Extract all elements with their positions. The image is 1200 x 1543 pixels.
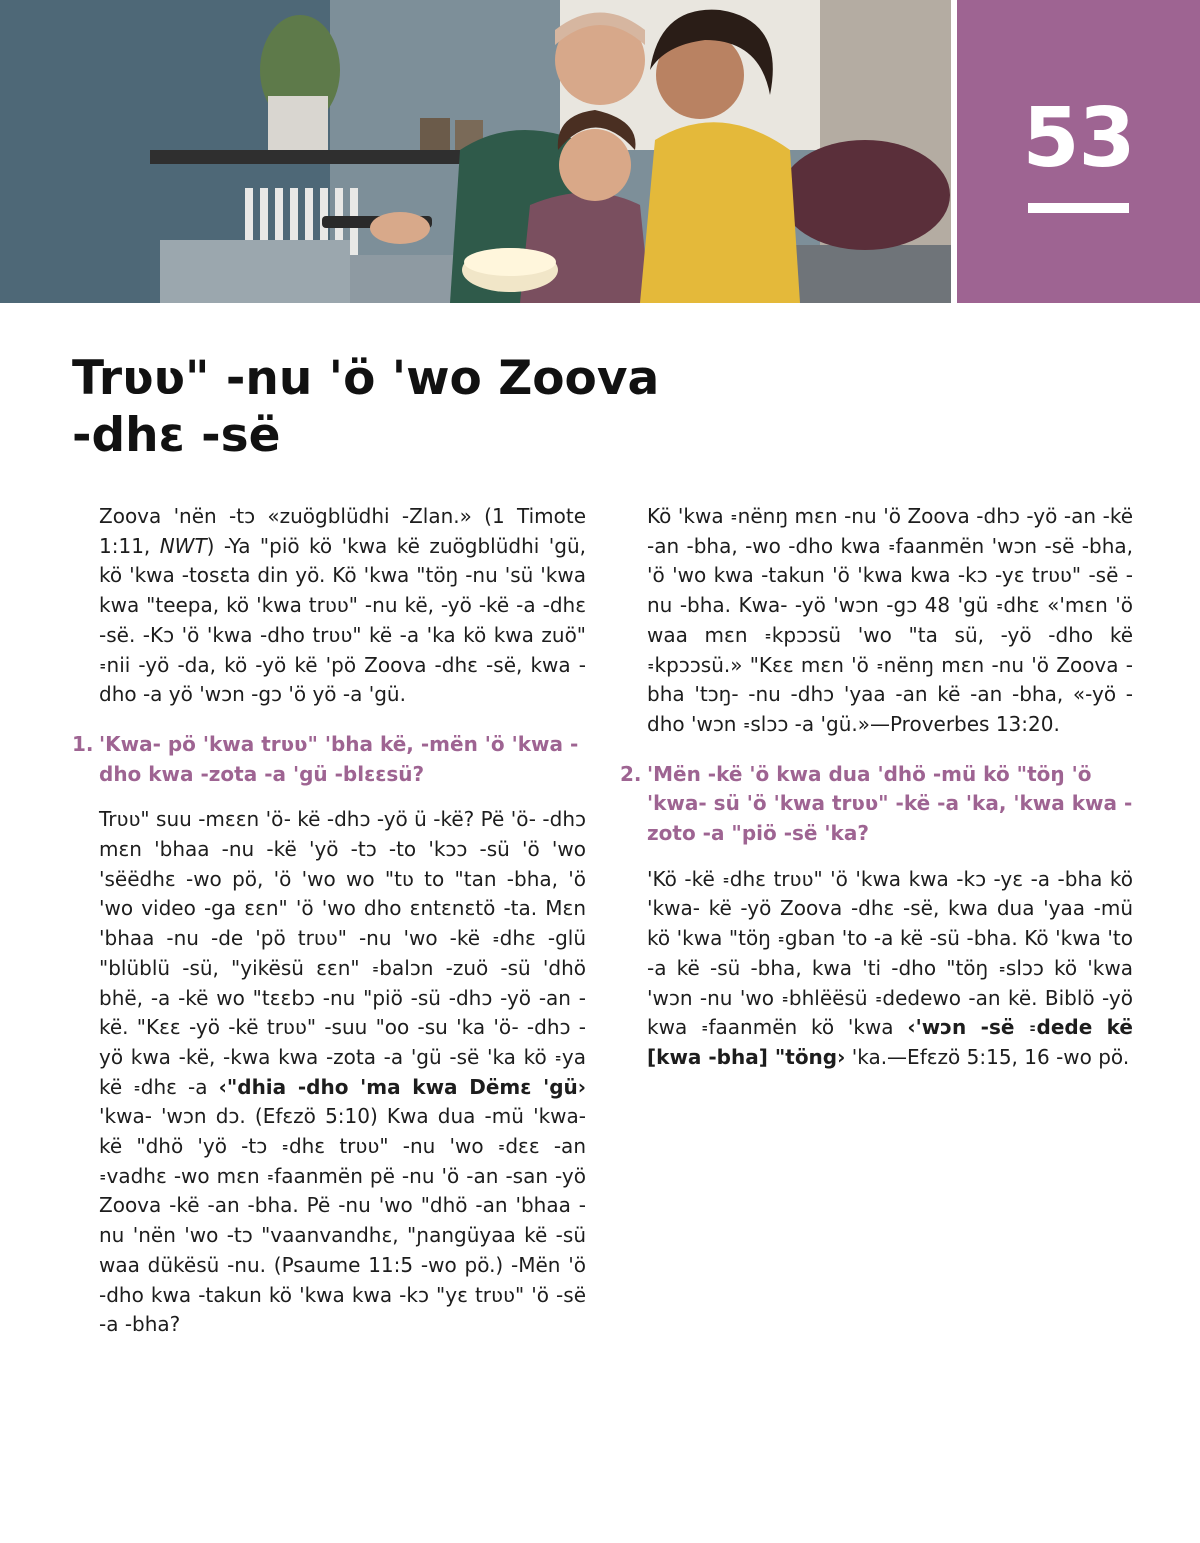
right-column bbox=[620, 502, 1133, 1093]
answer-2-paragraph: 'Kö -kë ꞊dhɛ trʋʋ" 'ö 'kwa kwa -kɔ -yɛ -a -bha kö 'kwa- kë -yö Zoova -dhɛ -së, kwa dua 'yaa -mü kö 'kwa "töŋ ꞊gban 'to -a kë -sü -bha. Kö 'kwa 'to -a kë -sü -bha, kwa 'ti -dho "töŋ ꞊slɔɔ kö 'kwa 'wɔn -nu 'wo ꞊bhlëësü ꞊dedewo -an kë. Biblö -yö kwa ꞊faanmën kö 'kwa ‹'wɔn -së ꞊dede kë [kwa -bha] "töng› 'ka.—Efɛzö 5:15, 16 -wo pö. bbox=[647, 866, 1133, 1069]
family-watching-tv-illustration bbox=[0, 0, 951, 303]
hero-photo bbox=[0, 0, 951, 303]
question-2-number: 2. bbox=[620, 761, 642, 786]
intro-reference-nwt: NWT bbox=[159, 533, 207, 558]
lesson-number-underline bbox=[1028, 203, 1129, 213]
question-1-text: 'Kwa- pö 'kwa trʋʋ" 'bha kë, -mën 'ö 'kwa -dho kwa -zota -a 'gü -blɛɛsü? bbox=[99, 731, 579, 786]
answer-1-emphasis: ‹"dhia -dho 'ma kwa Dëmɛ 'gü› bbox=[218, 1074, 586, 1099]
answer-2-emphasis: ‹'wɔn -së ꞊dede kë [kwa -bha] "töng› bbox=[647, 1015, 1133, 1069]
intro-paragraph: Zoova 'nën -tɔ «zuögblüdhi -Zlan.» (1 Timote 1:11, NWT) -Ya "piö kö 'kwa kë zuögblüdhi 'gü, kö 'kwa -tosɛta din yö. Kö 'kwa "töŋ -nu 'sü 'kwa kwa "teepa, kö 'kwa trʋʋ" -nu kë, -yö -kë -a -dhɛ -së. -Kɔ 'ö 'kwa -dho trʋʋ" kë -a 'ka kö kwa zuö" ꞊nii -yö -da, kö -yö kë 'pö Zoova -dhɛ -së, kwa -dho -a yö 'wɔn -gɔ 'ö yö -a 'gü. bbox=[99, 504, 586, 707]
lesson-number: 53 bbox=[1022, 91, 1135, 186]
question-2 bbox=[620, 760, 1133, 849]
answer-1-continued-paragraph: Kö 'kwa ꞊nënŋ mɛn -nu 'ö Zoova -dhɔ -yö -an -kë -an -bha, -wo -dho kwa ꞊faanmën 'wɔn -së -bha, 'ö 'wo kwa -takun 'ö 'kwa kwa -kɔ -yɛ trʋʋ" -së -nu -bha. Kwa- -yö 'wɔn -gɔ 48 'gü ꞊dhɛ «'mɛn 'ö waa mɛn ꞊kpɔɔsü 'wo "ta sü, -yö -dho kë ꞊kpɔɔsü.» "Kɛɛ mɛn 'ö ꞊nënŋ mɛn -nu 'ö Zoova -bha 'tɔŋ- -nu -dhɔ 'yaa -an kë -an -bha, «-yö -dho 'wɔn ꞊slɔɔ -a 'gü.»—Proverbes 13:20. bbox=[647, 504, 1133, 736]
question-1-number: 1. bbox=[72, 731, 94, 756]
answer-1-paragraph: Trʋʋ" suu -mɛɛn 'ö- kë -dhɔ -yö ü -kë? Pë 'ö- -dhɔ mɛn 'bhaa -nu -kë 'yö -tɔ -to 'kɔɔ -sü 'ö 'wo 'sëëdhɛ -wo pö, 'ö 'wo wo "tʋ to "tan -bha, 'ö 'wo video -ga ɛɛn" 'ö 'wo dho ɛntɛnɛtö -ta. Mɛn 'bhaa -nu -de 'pö trʋʋ" -nu 'wo -kë ꞊dhɛ -glü "blüblü -sü, "yikësü ɛɛn" ꞊balɔn -zuö -sü 'dhö bhë, -a -kë wo "tɛɛbɔ -nu "piö -sü -dhɔ -yö -an -kë. "Kɛɛ -yö -kë trʋʋ" -suu "oo -su 'ka 'ö- -dhɔ -yö kwa -kë, -kwa kwa -zota -a 'gü -së 'ka kö ꞊ya kë ꞊dhɛ -a ‹"dhia -dho 'ma kwa Dëmɛ 'gü› 'kwa- 'wɔn dɔ. (Efɛzö 5:10) Kwa dua -mü 'kwa- kë "dhö 'yö -tɔ ꞊dhɛ trʋʋ" -nu 'wo ꞊dɛɛ -an ꞊vadhɛ -wo mɛn ꞊faanmën pë -nu 'ö -an -san -yö Zoova -kë -an -bha. Pë -nu 'wo "dhö -an 'bhaa -nu 'nën 'wo -tɔ "vaanvandhɛ, "ɲangüyaa kë -sü waa dükësü -nu. (Psaume 11:5 -wo pö.) -Mën 'ö -dho kwa -takun kö 'kwa kwa -kɔ "yɛ trʋʋ" 'ö -së -a -bha? bbox=[99, 807, 586, 1337]
left-column bbox=[72, 502, 586, 1360]
lesson-title: Trʋʋ" -nu 'ö 'wo Zoova -dhɛ -së bbox=[72, 351, 660, 463]
lesson-number-badge bbox=[957, 0, 1200, 303]
question-1 bbox=[72, 730, 586, 789]
question-2-text: 'Mën -kë 'ö kwa dua 'dhö -mü kö "töŋ 'ö 'kwa- sü 'ö 'kwa trʋʋ" -kë -a 'ka, 'kwa kwa -zoto -a "piö -së 'ka? bbox=[647, 761, 1133, 846]
